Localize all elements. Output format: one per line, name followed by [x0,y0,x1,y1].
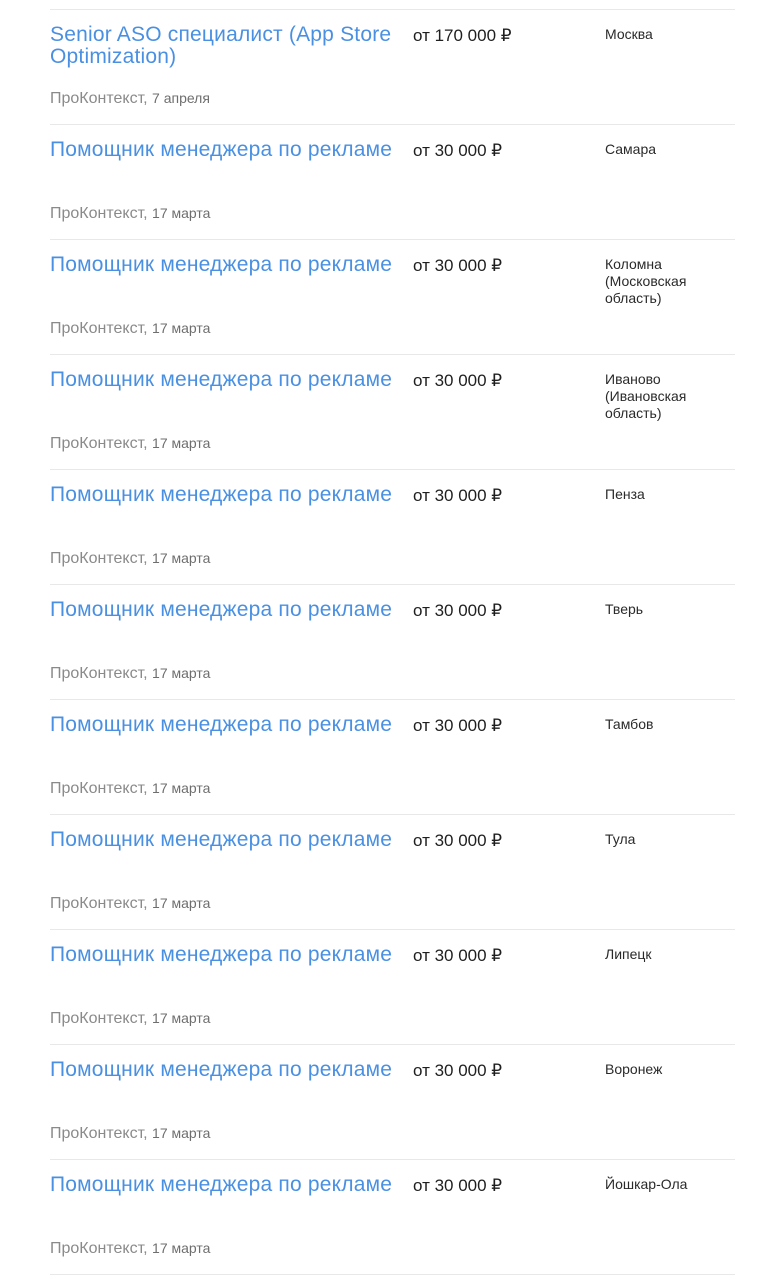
vacancy-date: 17 марта [152,320,211,336]
vacancy-row [50,10,735,125]
vacancy-meta: ПроКонтекст, 17 марта [50,435,211,452]
vacancy-title-link[interactable]: Помощник менеджера по рекламе [50,253,393,276]
vacancy-meta: ПроКонтекст, 17 марта [50,895,211,912]
vacancy-salary: от 30 000 ₽ [413,141,503,160]
vacancy-date: 17 марта [152,550,211,566]
vacancy-company: ПроКонтекст [50,1125,144,1142]
vacancy-meta: ПроКонтекст, 17 марта [50,1125,211,1142]
vacancy-row [50,585,735,700]
vacancy-salary: от 30 000 ₽ [413,946,503,965]
vacancy-row [50,930,735,1045]
vacancy-row [50,240,735,355]
vacancy-company: ПроКонтекст [50,780,144,797]
vacancy-company: ПроКонтекст [50,1240,144,1257]
vacancy-title-link[interactable]: Помощник менеджера по рекламе [50,598,393,621]
vacancy-date: 17 марта [152,435,211,451]
vacancy-salary: от 30 000 ₽ [413,486,503,505]
vacancy-row [50,470,735,585]
vacancy-date: 17 марта [152,665,211,681]
vacancy-company: ПроКонтекст [50,90,144,107]
vacancy-company: ПроКонтекст [50,895,144,912]
vacancy-title-link[interactable]: Помощник менеджера по рекламе [50,943,393,966]
vacancy-meta: ПроКонтекст, 7 апреля [50,90,210,107]
vacancy-city: Тамбов [605,716,654,732]
vacancy-company: ПроКонтекст [50,1010,144,1027]
vacancy-city: Тверь [605,601,644,617]
vacancy-meta: ПроКонтекст, 17 марта [50,205,211,222]
vacancy-date: 17 марта [152,780,211,796]
vacancy-row [50,815,735,930]
vacancy-meta: ПроКонтекст, 17 марта [50,320,211,337]
vacancy-date: 7 апреля [152,90,210,106]
vacancy-city: Липецк [605,946,652,962]
vacancy-city: Самара [605,141,657,157]
vacancy-meta: ПроКонтекст, 17 марта [50,780,211,797]
vacancy-company: ПроКонтекст [50,435,144,452]
vacancy-row [50,125,735,240]
vacancy-meta: ПроКонтекст, 17 марта [50,1240,211,1257]
vacancy-salary: от 30 000 ₽ [413,716,503,735]
vacancy-row [50,355,735,470]
vacancy-title-link[interactable]: Помощник менеджера по рекламе [50,368,393,391]
vacancy-company: ПроКонтекст [50,320,144,337]
vacancy-title-link[interactable]: Помощник менеджера по рекламе [50,1058,393,1081]
vacancy-title-link[interactable]: Помощник менеджера по рекламе [50,713,393,736]
vacancy-company: ПроКонтекст [50,550,144,567]
vacancy-meta: ПроКонтекст, 17 марта [50,1010,211,1027]
vacancy-date: 17 марта [152,895,211,911]
vacancy-title-link[interactable]: Помощник менеджера по рекламе [50,138,393,161]
vacancy-list [50,10,735,1275]
vacancy-city: Москва [605,26,653,42]
vacancy-city: Йошкар-Ола [605,1176,688,1192]
vacancy-salary: от 170 000 ₽ [413,26,512,45]
vacancy-company: ПроКонтекст [50,665,144,682]
vacancy-salary: от 30 000 ₽ [413,601,503,620]
vacancy-city: Воронеж [605,1061,663,1077]
vacancy-row [50,1045,735,1160]
vacancy-city: Пенза [605,486,645,502]
vacancy-row [50,1160,735,1275]
vacancy-city: Коломна (Московская область) [605,256,687,306]
vacancy-title-link[interactable]: Помощник менеджера по рекламе [50,828,393,851]
vacancy-city: Тула [605,831,636,847]
vacancy-salary: от 30 000 ₽ [413,1061,503,1080]
vacancy-city: Иваново (Ивановская область) [605,371,687,421]
vacancy-salary: от 30 000 ₽ [413,1176,503,1195]
vacancy-meta: ПроКонтекст, 17 марта [50,550,211,567]
vacancy-company: ПроКонтекст [50,205,144,222]
vacancy-salary: от 30 000 ₽ [413,371,503,390]
vacancy-date: 17 марта [152,205,211,221]
vacancy-date: 17 марта [152,1125,211,1141]
vacancy-date: 17 марта [152,1240,211,1256]
vacancy-title-link[interactable]: Senior ASO специалист (App Store Optimization) [50,23,392,68]
vacancy-salary: от 30 000 ₽ [413,831,503,850]
vacancy-date: 17 марта [152,1010,211,1026]
vacancy-salary: от 30 000 ₽ [413,256,503,275]
vacancy-title-link[interactable]: Помощник менеджера по рекламе [50,1173,393,1196]
vacancy-row [50,700,735,815]
vacancy-title-link[interactable]: Помощник менеджера по рекламе [50,483,393,506]
vacancy-meta: ПроКонтекст, 17 марта [50,665,211,682]
